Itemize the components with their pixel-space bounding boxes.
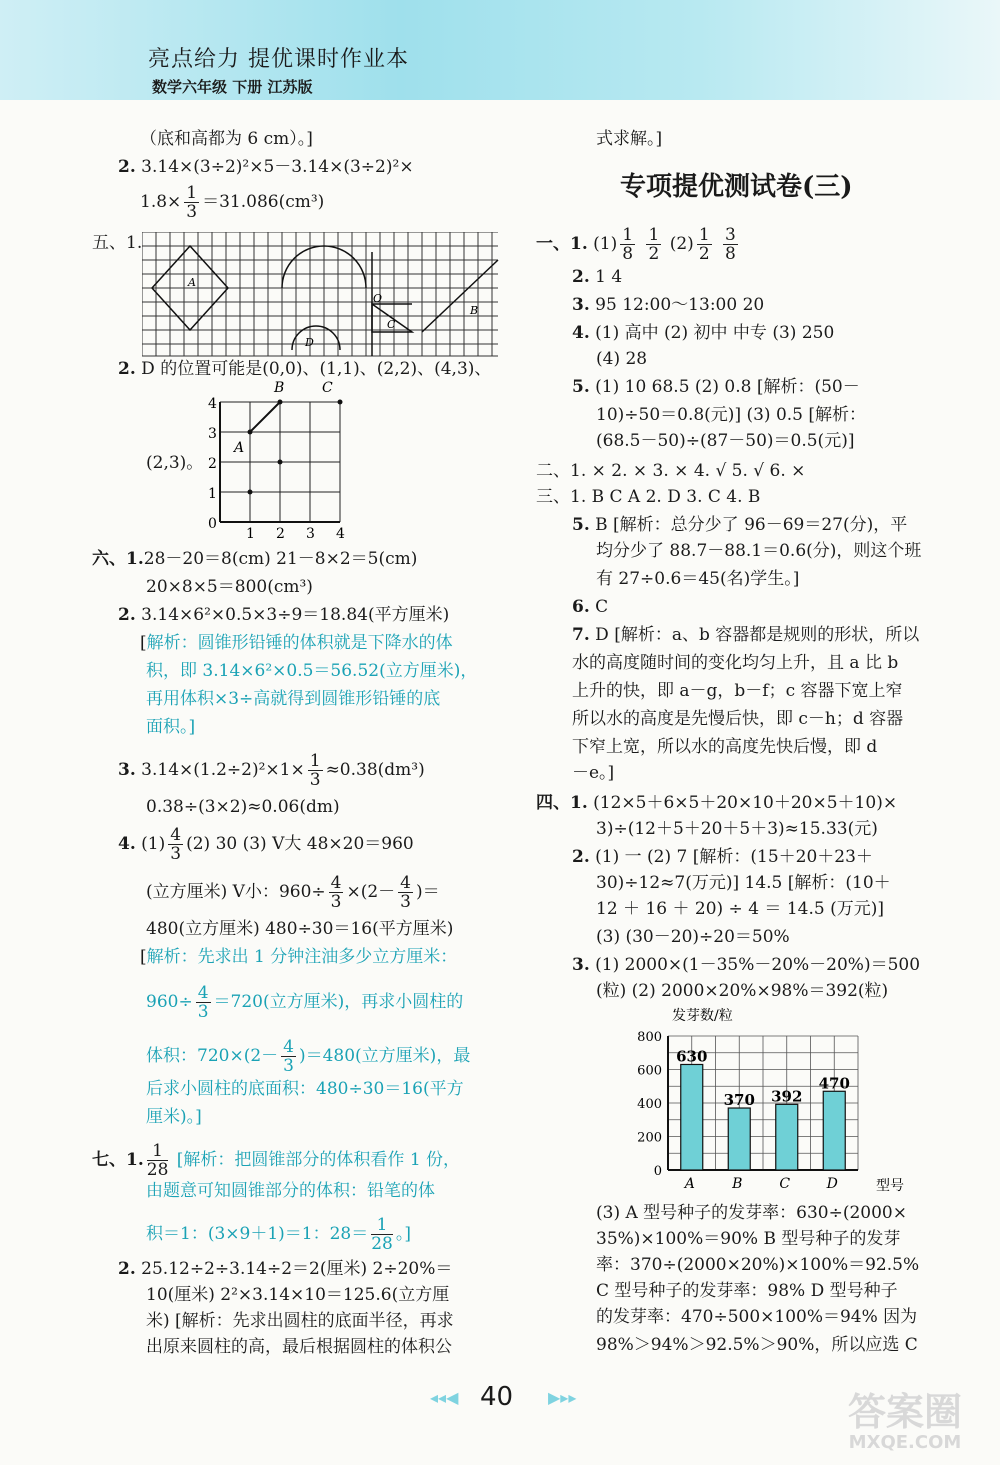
text-line: 厘米)。]: [146, 1107, 202, 1127]
text-line: 2. 1 4: [572, 267, 623, 287]
chart-bar: [776, 1104, 798, 1170]
text-line: (68.5－50)÷(87－50)＝0.5(元)]: [596, 431, 855, 451]
text-line: (立方厘米) V小：960÷ $\frac{4}{3}$ ×(2－ $\frac{4}{3}$ )＝: [146, 873, 440, 912]
chart-data-label: 470: [818, 1074, 850, 1093]
text-line: 480(立方厘米) 480÷30＝16(平方厘米): [146, 919, 454, 939]
text-line: 面积。]: [146, 717, 196, 737]
text-line: 的发芽率：470÷500×100%＝94% 因为: [596, 1307, 918, 1327]
text-line: [解析：先求出 1 分钟注油多少立方厘米：: [140, 947, 458, 967]
svg-text:1: 1: [208, 486, 217, 502]
text-line: 960÷ $\frac{4}{3}$ ＝720(立方厘米)，再求小圆柱的: [146, 983, 464, 1022]
page-number: 40: [480, 1382, 514, 1412]
text-line: 3. 3.14×(1.2÷2)²×1× $\frac{1}{3}$ ≈0.38(dm³): [118, 751, 425, 790]
grid-diagram-1: [142, 232, 500, 358]
book-title: 亮点给力 提优课时作业本: [148, 47, 409, 72]
text-line: 1.8× $\frac{1}{3}$ ＝31.086(cm³): [140, 183, 325, 222]
text-line: 均分少了 88.7－88.1＝0.6(分)，则这个班: [596, 541, 922, 561]
section-title: 专项提优测试卷(三): [620, 172, 853, 202]
text-line: [解析：圆锥形铅锤的体积就是下降水的体: [140, 633, 453, 653]
svg-text:4: 4: [208, 396, 217, 412]
grid-diagram-2: [200, 378, 360, 540]
svg-text:C: C: [387, 318, 396, 331]
text-line: 出原来圆柱的高，最后根据圆柱的体积公: [146, 1337, 452, 1357]
text-line: 6. C: [572, 597, 609, 617]
text-line: 4. (1) $\frac{4}{3}$ (2) 30 (3) V大 48×20＝960: [118, 825, 414, 864]
text-line: 所以水的高度是先慢后快，即 c－h；d 容器: [572, 709, 904, 729]
text-line: 98%＞94%＞92.5%＞90%，所以应选 C: [596, 1335, 918, 1355]
text-line: 2. 25.12÷2÷3.14÷2＝2(厘米) 2÷20%＝: [118, 1259, 453, 1279]
text-line: 率：370÷(2000×20%)×100%＝92.5%: [596, 1255, 920, 1275]
chart-ytick-label: 800: [637, 1030, 662, 1045]
text-line: 7. D [解析：a、b 容器都是规则的形状，所以: [572, 625, 920, 645]
text-line: 12 ＋ 16 ＋ 20) ÷ 4 ＝ 14.5 (万元)]: [596, 899, 884, 919]
page-header: [0, 0, 1000, 100]
text-line: 有 27÷0.6＝45(名)学生。]: [596, 569, 800, 589]
chart-bar: [681, 1064, 703, 1170]
chart-ytick-label: 600: [637, 1063, 662, 1079]
text-line: 六、1.28－20＝8(cm) 21－8×2＝5(cm): [92, 549, 418, 569]
text-line: 式求解。]: [596, 129, 663, 149]
text-line: 3)÷(12＋5＋20＋5＋3)≈15.33(元): [596, 819, 878, 839]
text-line: 由题意可知圆锥部分的体积：铅笔的体: [146, 1181, 435, 1201]
chart-ytick-label: 0: [653, 1164, 662, 1179]
chart-xtick-label: A: [684, 1176, 695, 1192]
text-line: (3) (30－20)÷20＝50%: [596, 927, 790, 947]
text-line: 3. 95 12:00～13:00 20: [572, 295, 765, 315]
chart-xtick-label: B: [732, 1176, 743, 1192]
text-line: 10(厘米) 2²×3.14×10＝125.6(立方厘: [146, 1285, 450, 1305]
text-line: －e。]: [572, 763, 615, 783]
text-line: 2. D 的位置可能是(0,0)、(1,1)、(2,2)、(4,3)、: [118, 359, 492, 379]
chart-ylabel: 发芽数/粒: [672, 1008, 733, 1024]
text-line: 4. (1) 高中 (2) 初中 中专 (3) 250: [572, 323, 835, 343]
label-a: A: [234, 440, 245, 456]
text-line: 30)÷12≈7(万元)] 14.5 [解析：(10＋: [596, 873, 891, 893]
text-line: 2. (1) 一 (2) 7 [解析：(15＋20＋23＋: [572, 847, 873, 867]
text-line: 四、1. (12×5＋6×5＋20×10＋20×5＋10)×: [536, 793, 898, 813]
text-line: 三、1. B C A 2. D 3. C 4. B: [536, 487, 761, 507]
text-line: 上升的快，即 a－g，b－f；c 容器下宽上窄: [572, 681, 903, 701]
text-line: 5. (1) 10 68.5 (2) 0.8 [解析：(50－: [572, 377, 860, 397]
text-line: 10)÷50＝0.8(元)] (3) 0.5 [解析：: [596, 405, 867, 425]
svg-text:2: 2: [208, 456, 217, 472]
svg-text:A: A: [188, 276, 196, 289]
text-line: 2. 3.14×6²×0.5×3÷9＝18.84(平方厘米): [118, 605, 450, 625]
text-line: （底和高都为 6 cm）。]: [140, 129, 313, 149]
svg-text:4: 4: [336, 526, 345, 540]
text-line: (粒) (2) 2000×20%×98%＝392(粒): [596, 981, 889, 1001]
chart-xlabel: 型号: [876, 1178, 904, 1194]
text-line: 5. B [解析：总分少了 96－69＝27(分)，平: [572, 515, 908, 535]
text-line: 20×8×5＝800(cm³): [146, 577, 313, 597]
chart-ytick-label: 200: [637, 1130, 662, 1146]
text-line: 米) [解析：先求出圆柱的底面半径，再求: [146, 1311, 454, 1331]
next-page-arrows: ▶▸▸: [548, 1388, 577, 1407]
text-line: (4) 28: [596, 349, 648, 369]
text-line: 水的高度随时间的变化均匀上升，且 a 比 b: [572, 653, 899, 673]
text-line: 积，即 3.14×6²×0.5＝56.52(立方厘米)，: [146, 661, 478, 681]
label-c: C: [322, 380, 333, 396]
chart-ytick-label: 400: [637, 1097, 662, 1112]
svg-text:0: 0: [208, 516, 217, 532]
chart-xtick-label: D: [826, 1176, 838, 1192]
text-line: 积＝1：(3×9＋1)＝1：28＝ $\frac{1}{28}$ 。]: [146, 1215, 412, 1254]
text-line: 再用体积×3÷高就得到圆锥形铅锤的底: [146, 689, 441, 709]
prev-page-arrows: ◂◂◀: [430, 1388, 459, 1407]
text-line: 一、1. (1) $\frac{1}{8}$ $\frac{1}{2}$ (2) $\frac{1}{2}$ $\frac{3}{8}$: [536, 225, 736, 264]
text-line: 2. 3.14×(3÷2)²×5－3.14×(3÷2)²×: [118, 157, 414, 177]
svg-text:O: O: [373, 292, 383, 305]
text-line: 五、1.: [92, 233, 143, 253]
svg-text:2: 2: [276, 526, 285, 540]
chart-data-label: 392: [771, 1087, 803, 1106]
germination-bar-chart: [620, 1004, 920, 1204]
text-line: C 型号种子的发芽率：98% D 型号种子: [596, 1281, 898, 1301]
text-line: 后求小圆柱的底面积：480÷30＝16(平方: [146, 1079, 464, 1099]
svg-text:3: 3: [306, 526, 315, 540]
chart-data-label: 630: [676, 1047, 708, 1066]
chart-bar: [728, 1108, 750, 1170]
text-line: 体积：720×(2－ $\frac{4}{3}$ )＝480(立方厘米)，最: [146, 1037, 471, 1076]
chart-xtick-label: C: [779, 1176, 791, 1192]
text-line: 七、1. $\frac{1}{28}$ [解析：把圆锥部分的体积看作 1 份，: [92, 1141, 461, 1180]
chart-data-label: 370: [723, 1091, 755, 1110]
text-line: 3. (1) 2000×(1－35%－20%－20%)＝500: [572, 955, 921, 975]
watermark: 答案圈 MXQE.COM: [847, 1390, 962, 1453]
text-line: 0.38÷(3×2)≈0.06(dm): [146, 797, 340, 817]
text-line: 35%)×100%＝90% B 型号种子的发芽: [596, 1229, 901, 1249]
label-b: B: [274, 380, 285, 396]
chart-bar: [823, 1091, 845, 1170]
text-line: (3) A 型号种子的发芽率：630÷(2000×: [596, 1203, 907, 1223]
svg-text:D: D: [305, 336, 314, 349]
book-subtitle: 数学六年级 下册 江苏版: [152, 78, 313, 96]
svg-text:1: 1: [246, 526, 255, 540]
svg-text:B: B: [470, 304, 479, 317]
text-line: 下窄上宽，所以水的高度先快后慢，即 d: [572, 737, 878, 757]
text-line: (2,3)。: [146, 453, 204, 473]
svg-text:3: 3: [208, 426, 217, 442]
text-line: 二、1. × 2. × 3. × 4. √ 5. √ 6. ×: [536, 461, 806, 481]
